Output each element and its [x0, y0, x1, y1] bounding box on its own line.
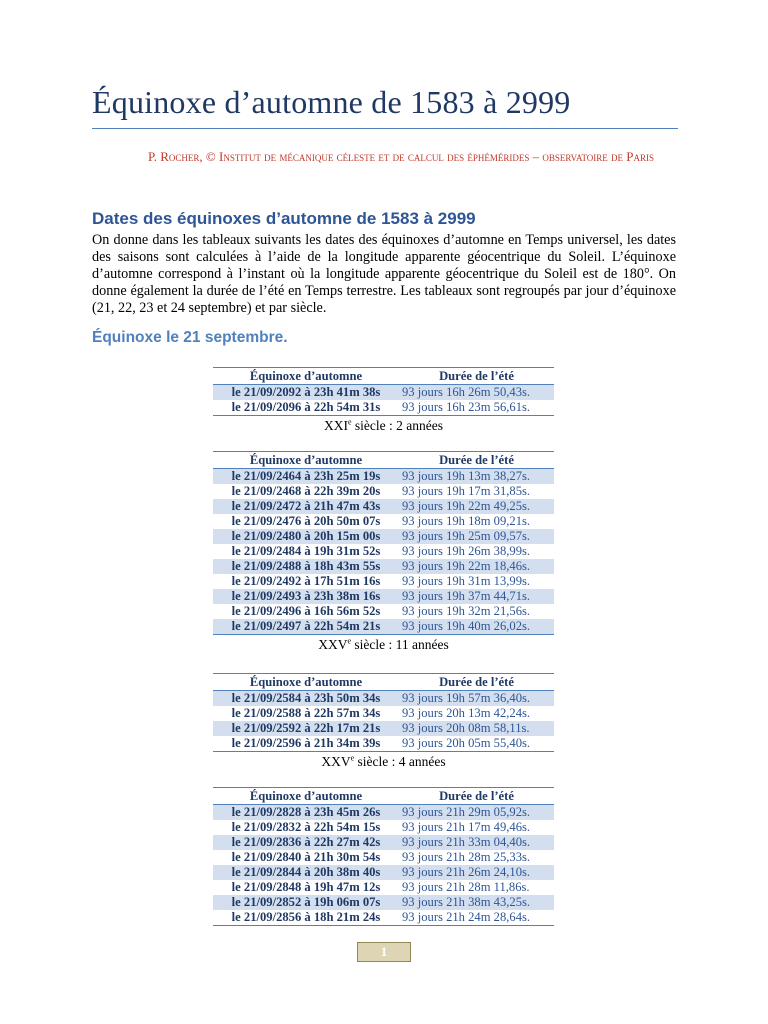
summer-duration-cell: 93 jours 21h 17m 49,46s. — [402, 820, 531, 834]
equinox-date-cell: le 21/09/2468 à 22h 39m 20s — [231, 484, 381, 498]
equinox-table — [213, 367, 554, 416]
summer-duration-cell: 93 jours 21h 38m 43,25s. — [399, 895, 554, 910]
header-duration: Durée de l’été — [399, 368, 554, 385]
century-sup: e — [350, 753, 355, 763]
equinox-date-cell: le 21/09/2497 à 22h 54m 21s — [213, 619, 399, 635]
summer-duration-cell: 93 jours 21h 26m 24,10s. — [399, 865, 554, 880]
table-row — [213, 865, 554, 880]
summary-text: siècle : 4 années — [354, 754, 446, 769]
table-block-xxv-a — [213, 451, 554, 653]
table-row — [213, 385, 554, 401]
equinox-date-cell: le 21/09/2472 à 21h 47m 43s — [213, 499, 399, 514]
equinox-date-cell: le 21/09/2848 à 19h 47m 12s — [231, 880, 381, 894]
equinox-date-cell: le 21/09/2484 à 19h 31m 52s — [231, 544, 381, 558]
summer-duration-cell: 93 jours 16h 26m 50,43s. — [399, 385, 554, 401]
table-row — [213, 574, 554, 589]
equinox-date-cell: le 21/09/2464 à 23h 25m 19s — [213, 469, 399, 485]
table-row — [213, 529, 554, 544]
table-row — [213, 835, 554, 850]
section-title: Dates des équinoxes d’automne de 1583 à 2999 — [92, 209, 476, 228]
table-row — [213, 850, 554, 865]
author-line — [92, 148, 710, 165]
header-duration: Durée de l’été — [399, 452, 554, 469]
summer-duration-cell: 93 jours 19h 17m 31,85s. — [402, 484, 531, 498]
author-affiliation: , © Institut de mécanique céleste et de calcul des éphémérides – observatoire de Paris — [199, 149, 655, 164]
summer-duration-cell: 93 jours 20h 08m 58,11s. — [399, 721, 554, 736]
century-sup: e — [347, 417, 352, 427]
header-duration: Durée de l’été — [399, 674, 554, 691]
header-equinox: Équinoxe d’automne — [213, 452, 399, 469]
summer-duration-cell: 93 jours 21h 29m 05,92s. — [399, 805, 554, 821]
century-summary — [213, 637, 554, 653]
equinox-date-cell: le 21/09/2096 à 22h 54m 31s — [231, 400, 381, 414]
table-row — [213, 514, 554, 529]
summer-duration-cell: 93 jours 19h 32m 21,56s. — [402, 604, 531, 618]
table-block-xxv-b — [213, 673, 554, 770]
century-label: XXV — [318, 637, 348, 652]
table-block-xxix — [213, 787, 554, 926]
header-equinox: Équinoxe d’automne — [213, 674, 399, 691]
century-sup: e — [347, 636, 352, 646]
equinox-date-cell: le 21/09/2592 à 22h 17m 21s — [213, 721, 399, 736]
summer-duration-cell: 93 jours 21h 33m 04,40s. — [399, 835, 554, 850]
table-row — [213, 604, 554, 619]
intro-paragraph: On donne dans les tableaux suivants les dates des équinoxes d’automne en Temps universel, les dates des saisons sont calculées à l’aide de la longitude apparente géocentrique du Soleil. L’équinoxe d’automne correspond à l’instant où la longitude apparente géocentrique du Soleil est de 180°. On donne également la durée de l’été en Temps terrestre. Les tableaux sont regroupés par jour d’équinoxe (21, 22, 23 et 24 septembre) et par siècle. — [92, 232, 676, 316]
equinox-date-cell: le 21/09/2476 à 20h 50m 07s — [231, 514, 381, 528]
table-row — [213, 910, 554, 926]
century-label: XXI — [323, 418, 348, 433]
summer-duration-cell: 93 jours 20h 05m 55,40s. — [402, 736, 531, 750]
table-row — [213, 691, 554, 707]
summer-duration-cell: 93 jours 19h 31m 13,99s. — [402, 574, 531, 588]
equinox-table — [213, 451, 554, 635]
header-equinox: Équinoxe d’automne — [213, 368, 399, 385]
equinox-date-cell: le 21/09/2836 à 22h 27m 42s — [213, 835, 399, 850]
summer-duration-cell: 93 jours 19h 40m 26,02s. — [399, 619, 554, 635]
table-row — [213, 820, 554, 835]
equinox-table — [213, 673, 554, 752]
page-title: Équinoxe d’automne de 1583 à 2999 — [92, 84, 571, 120]
summer-duration-cell: 93 jours 20h 13m 42,24s. — [402, 706, 531, 720]
equinox-date-cell: le 21/09/2844 à 20h 38m 40s — [213, 865, 399, 880]
page-number: 1 — [357, 942, 411, 962]
title-rule — [92, 128, 678, 129]
table-row — [213, 619, 554, 635]
equinox-date-cell: le 21/09/2588 à 22h 57m 34s — [231, 706, 381, 720]
table-row — [213, 559, 554, 574]
summary-text: siècle : 11 années — [351, 637, 449, 652]
table-row — [213, 544, 554, 559]
table-row — [213, 400, 554, 416]
table-block-xxi — [213, 367, 554, 434]
summer-duration-cell: 93 jours 19h 22m 49,25s. — [399, 499, 554, 514]
equinox-date-cell: le 21/09/2492 à 17h 51m 16s — [231, 574, 381, 588]
century-summary — [213, 418, 554, 434]
equinox-date-cell: le 21/09/2488 à 18h 43m 55s — [213, 559, 399, 574]
equinox-date-cell: le 21/09/2852 à 19h 06m 07s — [213, 895, 399, 910]
summer-duration-cell: 93 jours 21h 28m 11,86s. — [402, 880, 530, 894]
equinox-date-cell: le 21/09/2584 à 23h 50m 34s — [213, 691, 399, 707]
table-row — [213, 895, 554, 910]
summer-duration-cell: 93 jours 19h 22m 18,46s. — [399, 559, 554, 574]
summer-duration-cell: 93 jours 19h 13m 38,27s. — [399, 469, 554, 485]
subsection-title: Équinoxe le 21 septembre. — [92, 329, 288, 346]
equinox-date-cell: le 21/09/2596 à 21h 34m 39s — [231, 736, 381, 750]
table-row — [213, 805, 554, 821]
table-row — [213, 706, 554, 721]
table-row — [213, 499, 554, 514]
equinox-date-cell: le 21/09/2840 à 21h 30m 54s — [231, 850, 381, 864]
equinox-table — [213, 787, 554, 926]
summer-duration-cell: 93 jours 19h 18m 09,21s. — [402, 514, 531, 528]
equinox-date-cell: le 21/09/2493 à 23h 38m 16s — [213, 589, 399, 604]
summary-text: siècle : 2 années — [351, 418, 444, 433]
summer-duration-cell: 93 jours 21h 28m 25,33s. — [402, 850, 531, 864]
summer-duration-cell: 93 jours 19h 37m 44,71s. — [399, 589, 554, 604]
equinox-date-cell: le 21/09/2496 à 16h 56m 52s — [231, 604, 381, 618]
summer-duration-cell: 93 jours 19h 26m 38,99s. — [402, 544, 531, 558]
equinox-date-cell: le 21/09/2832 à 22h 54m 15s — [231, 820, 381, 834]
author-name: P. Rocher — [147, 149, 200, 164]
table-row — [213, 589, 554, 604]
table-row — [213, 484, 554, 499]
table-row — [213, 736, 554, 752]
century-label: XXV — [321, 754, 351, 769]
equinox-date-cell: le 21/09/2856 à 18h 21m 24s — [231, 910, 381, 924]
equinox-date-cell: le 21/09/2480 à 20h 15m 00s — [213, 529, 399, 544]
summer-duration-cell: 93 jours 19h 57m 36,40s. — [399, 691, 554, 707]
equinox-date-cell: le 21/09/2092 à 23h 41m 38s — [213, 385, 399, 401]
equinox-date-cell: le 21/09/2828 à 23h 45m 26s — [213, 805, 399, 821]
header-duration: Durée de l’été — [399, 788, 554, 805]
summer-duration-cell: 93 jours 16h 23m 56,61s. — [402, 400, 531, 414]
table-row — [213, 721, 554, 736]
summer-duration-cell: 93 jours 21h 24m 28,64s. — [402, 910, 531, 924]
header-equinox: Équinoxe d’automne — [213, 788, 399, 805]
summer-duration-cell: 93 jours 19h 25m 09,57s. — [399, 529, 554, 544]
century-summary — [213, 754, 554, 770]
table-row — [213, 469, 554, 485]
table-row — [213, 880, 554, 895]
